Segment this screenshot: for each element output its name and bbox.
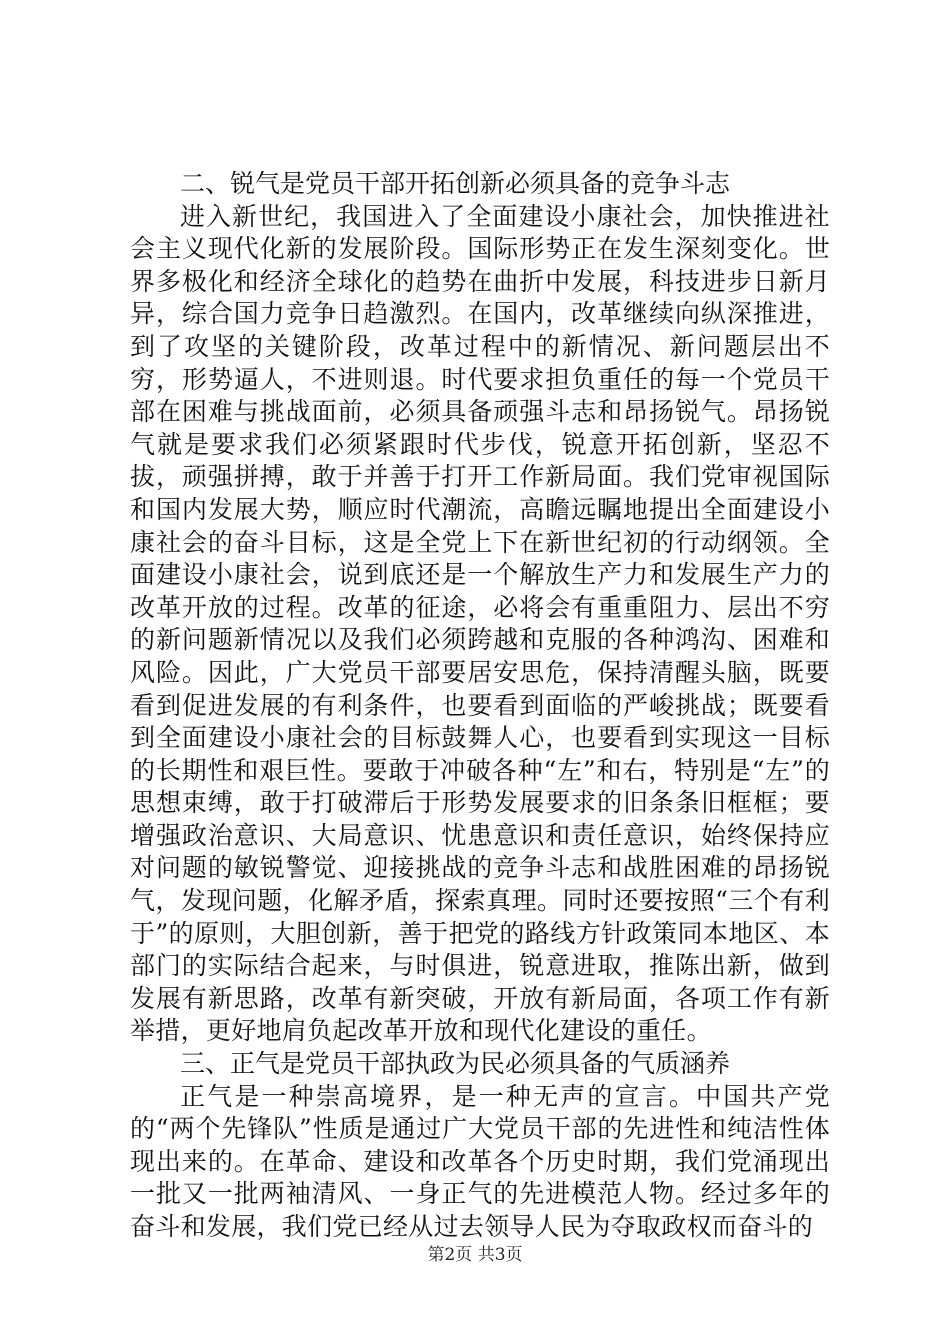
section-3-paragraph: 正气是一种崇高境界，是一种无声的宣言。中国共产党的“两个先锋队”性质是通过广大党员干部的先进性和纯洁性体现出来的。在革命、建设和改革各个历史时期，我们党涌现出一批又一批两袖清风、一身正气的先进模范人物。经过多年的奋斗和发展，我们党已经从过去领导人民为夺取政权而奋斗的 bbox=[130, 1081, 830, 1241]
page-footer: 第2页 共3页 bbox=[427, 1245, 523, 1265]
section-2-paragraph: 进入新世纪，我国进入了全面建设小康社会，加快推进社会主义现代化新的发展阶段。国际形势正在发生深刻变化。世界多极化和经济全球化的趋势在曲折中发展，科技进步日新月异，综合国力竞争日趋激烈。在国内，改革继续向纵深推进，到了攻坚的关键阶段，改革过程中的新情况、新问题层出不穷，形势逼人，不进则退。时代要求担负重任的每一个党员干部在困难与挑战面前，必须具备顽强斗志和昂扬锐气。昂扬锐气就是要求我们必须紧跟时代步伐，锐意开拓创新，坚忍不拔，顽强拼搏，敢于并善于打开工作新局面。我们党审视国际和国内发展大势，顺应时代潮流，高瞻远瞩地提出全面建设小康社会的奋斗目标，这是全党上下在新世纪初的行动纲领。全面建设小康社会，说到底还是一个解放生产力和发展生产力的改革开放的过程。改革的征途，必将会有重重阻力、层出不穷的新问题新情况以及我们必须跨越和克服的各种鸿沟、困难和风险。因此，广大党员干部要居安思危，保持清醒头脑，既要看到促进发展的有利条件，也要看到面临的严峻挑战；既要看到全面建设小康社会的目标鼓舞人心，也要看到实现这一目标的长期性和艰巨性。要敢于冲破各种“左”和右，特别是“左”的思想束缚，敢于打破滞后于形势发展要求的旧条条旧框框；要增强政治意识、大局意识、忧患意识和责任意识，始终保持应对问题的敏锐警觉、迎接挑战的竞争斗志和战胜困难的昂扬锐气，发现问题，化解矛盾，探索真理。同时还要按照“三个有利于”的原则，大胆创新，善于把党的路线方针政策同本地区、本部门的实际结合起来，与时俱进，锐意进取，推陈出新，做到发展有新思路，改革有新突破，开放有新局面，各项工作有新举措，更好地肩负起改革开放和现代化建设的重任。 bbox=[130, 201, 830, 1046]
section-3-heading: 三、正气是党员干部执政为民必须具备的气质涵养 bbox=[180, 1049, 731, 1079]
document-body bbox=[130, 168, 830, 1244]
section-2-heading: 二、锐气是党员干部开拓创新必须具备的竞争斗志 bbox=[180, 169, 731, 198]
